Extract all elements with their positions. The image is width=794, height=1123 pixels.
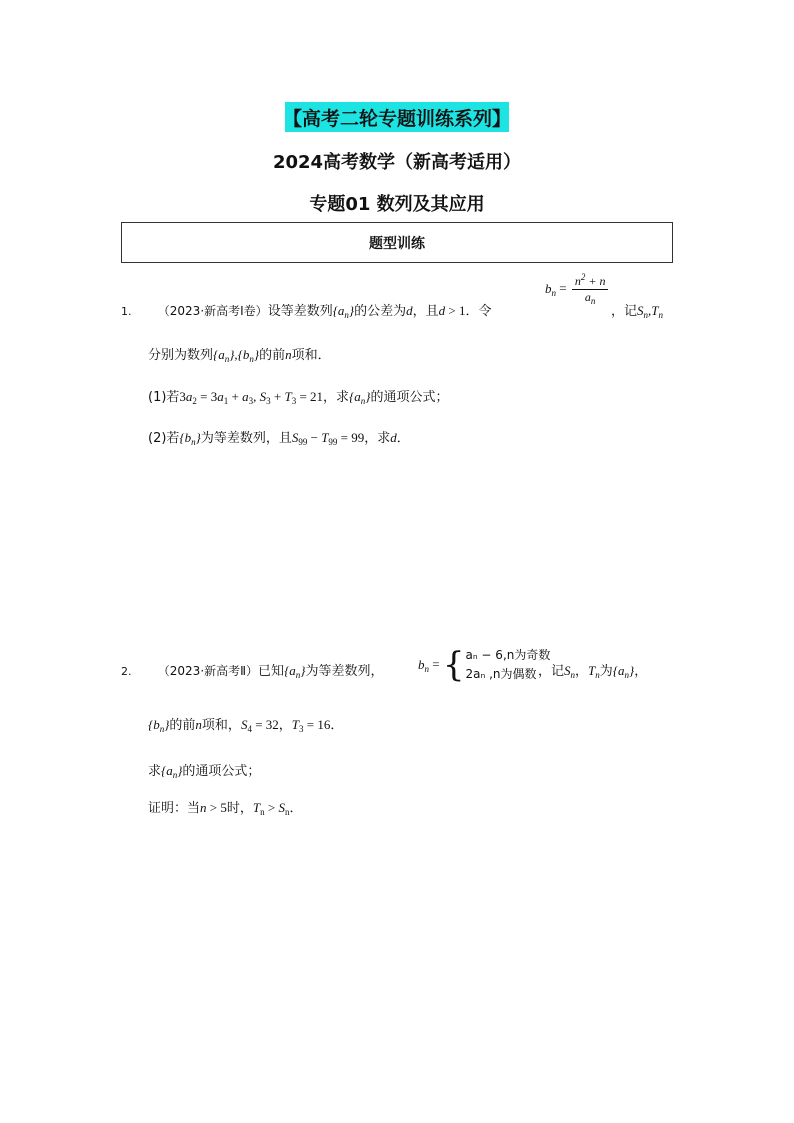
case-odd: aₙ − 6,n为奇数 (465, 648, 551, 662)
question-number: 2. (121, 665, 132, 678)
question-2-part-2: 证明：当n > 5时，$T_n > S_n$． (148, 800, 303, 817)
document-subtitle: 专题01 数列及其应用 (309, 194, 485, 215)
question-2-part-1: 求$\{a_n\}$的通项公式； (148, 763, 261, 780)
question-2-line-1-end: ，记$S_n$，$T_n$为$\{a_n\}$， (538, 663, 648, 680)
question-number: 1. (121, 305, 132, 318)
formula-bn: $b_n$ = $\frac{n^2 + n}{a_n}$ (545, 272, 610, 306)
document-title: 2024高考数学（新高考适用） (272, 152, 522, 173)
question-1-part-2: (2)若$\{b_n\}$为等差数列，且$S_{99} - T_{99} = 99$，求d． (148, 430, 410, 447)
section-header (121, 222, 673, 263)
question-1-part-1: (1)若$3a_2 = 3a_1 + a_3$, $S_3 + T_3 = 21$，求$\{a_n\}$的通项公式； (148, 389, 449, 406)
question-1-line-2: 分别为数列$\{a_n\},\{b_n\}$的前n项和． (148, 347, 331, 364)
question-2-line-2: $\{b_n\}$的前n项和，$S_4 = 32$，$T_3 = 16$． (148, 717, 344, 734)
question-1-line-1-end: ，记$S_n,T_n$ (611, 303, 663, 320)
question-2-line-1: 2. （2023·新高考Ⅱ）已知$\{a_n\}$为等差数列， (121, 663, 384, 680)
formula-bn-cases: $b_n$ = { aₙ − 6,n为奇数 2aₙ ,n为偶数 (418, 645, 551, 685)
question-source: （2023·新高考Ⅰ卷） (157, 304, 268, 318)
section-label: 题型训练 (369, 235, 425, 252)
series-banner: 【高考二轮专题训练系列】 (285, 102, 509, 132)
question-source: （2023·新高考Ⅱ） (157, 664, 259, 678)
question-1-line-1: 1. （2023·新高考Ⅰ卷）设等差数列$\{a_n\}$的公差为d，且d > 1．令 (121, 303, 492, 320)
case-even: 2aₙ ,n为偶数 (465, 667, 537, 681)
